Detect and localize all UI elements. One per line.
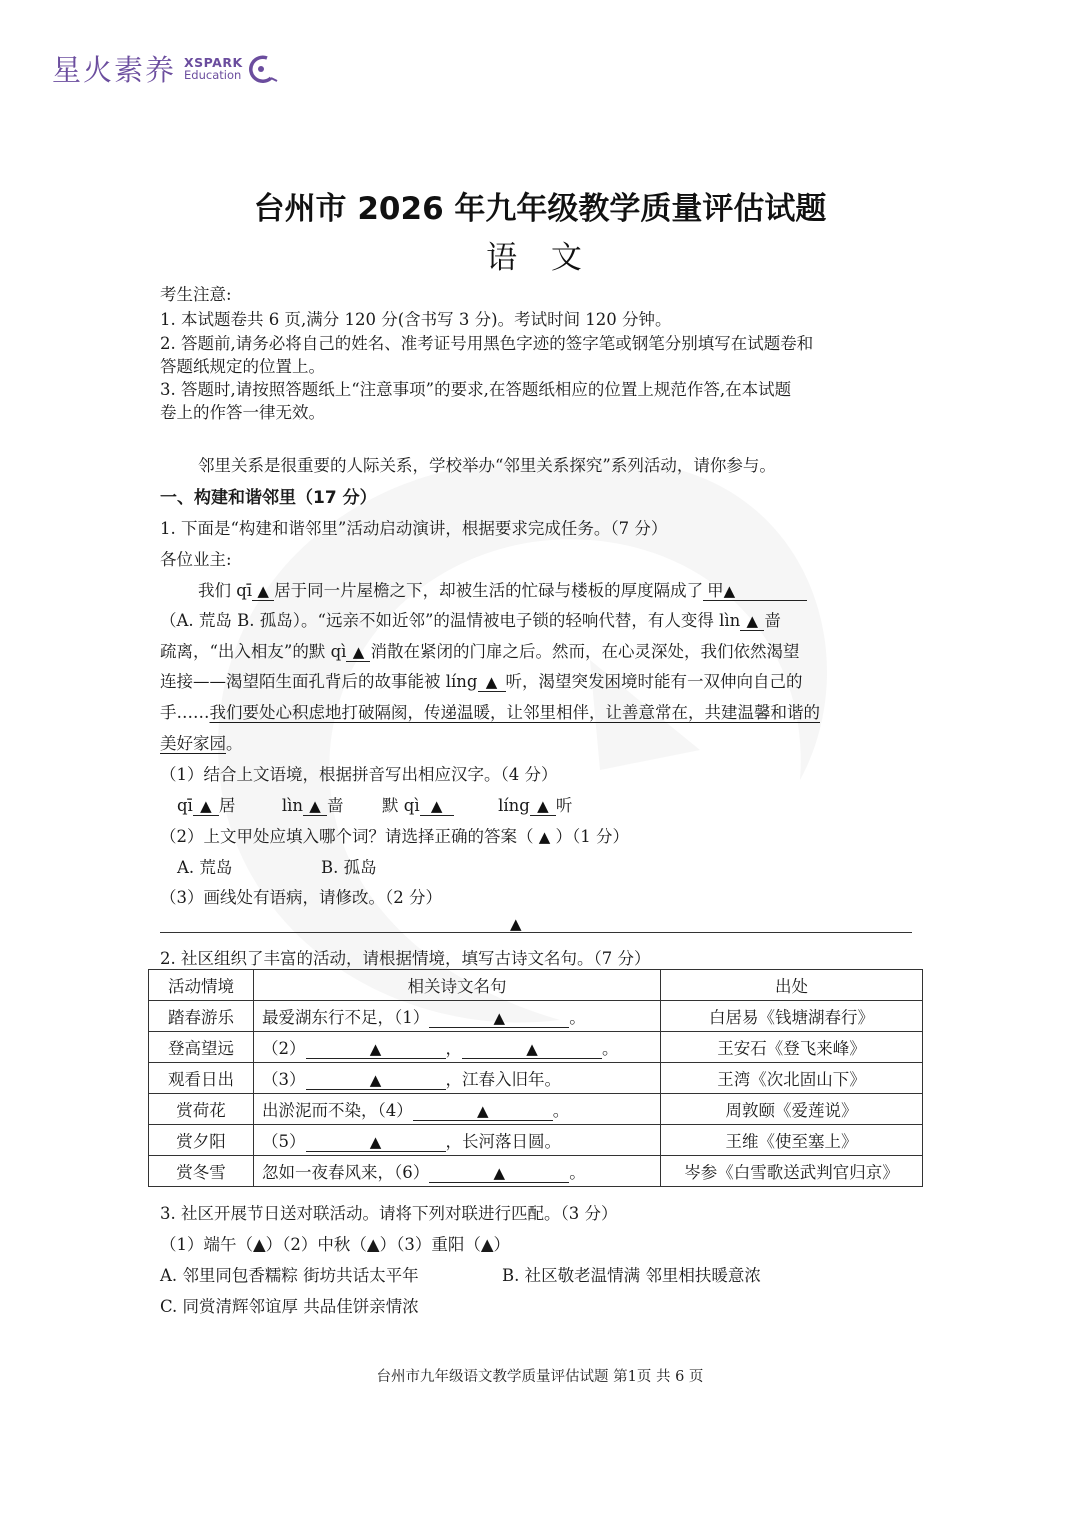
q3-stem: 3. 社区开展节日送对联活动。请将下列对联进行匹配。（3 分） bbox=[160, 1204, 618, 1223]
logo-cn: 星火素养 bbox=[52, 53, 177, 87]
q1-para-line-6: 美好家园。 bbox=[160, 734, 243, 753]
header-source: 出处 bbox=[661, 970, 923, 1001]
answer-line bbox=[160, 932, 912, 933]
table-row: 登高望远 （2） ▲ ， ▲ 。 王安石《登飞来峰》 bbox=[149, 1032, 923, 1063]
notice-heading: 考生注意: bbox=[160, 285, 232, 304]
underlined-sentence: 我们要处心积虑地打破隔阂，传递温暖，让邻里相伴，让善意常在，共建温馨和谐的 bbox=[209, 703, 820, 722]
table-header-row bbox=[149, 970, 923, 1001]
table-row: 赏荷花 出淤泥而不染，（4） ▲ 。 周敦颐《爱莲说》 bbox=[149, 1094, 923, 1125]
q1-option-b: B. 孤岛 bbox=[321, 858, 377, 877]
q1-para-line-4: 连接——渴望陌生面孔背后的故事能被 líng ▲ 听，渴望突发困境时能有一双伸向自己的 bbox=[160, 672, 803, 691]
q3-option-b: B. 社区敬老温情满 邻里相扶暖意浓 bbox=[502, 1266, 761, 1285]
page-footer: 台州市九年级语文教学质量评估试题 第1页 共 6 页 bbox=[376, 1369, 704, 1385]
q1-stem: 1. 下面是“构建和谐邻里”活动启动演讲，根据要求完成任务。（7 分） bbox=[160, 519, 668, 538]
q3-items: （1）端午（▲）（2）中秋（▲）（3）重阳（▲） bbox=[160, 1235, 511, 1254]
notice-line-3b: 卷上的作答一律无效。 bbox=[160, 403, 325, 422]
q1-para-line-3: 疏离，“出入相友”的默 qì ▲ 消散在紧闭的门扉之后。然而，在心灵深处，我们依然渴望 bbox=[160, 642, 800, 661]
notice-line-3a: 3. 答题时,请按照答题纸上“注意事项”的要求,在答题纸相应的位置上规范作答,在本试题 bbox=[160, 380, 792, 399]
logo-en-2: Education bbox=[184, 67, 242, 82]
q1-para-line-2: （A. 荒岛 B. 孤岛）。“远亲不如近邻”的温情被电子锁的轻响代替，有人变得 lìn ▲ 啬 bbox=[160, 611, 781, 630]
exam-subject: 语 文 bbox=[486, 240, 594, 276]
q1-option-a: A. 荒岛 bbox=[177, 858, 233, 877]
brand-logo bbox=[52, 48, 279, 89]
q2-stem: 2. 社区组织了丰富的活动，请根据情境，填写古诗文名句。（7 分） bbox=[160, 949, 651, 968]
poem-table bbox=[148, 969, 923, 1187]
notice-line-2a: 2. 答题前,请务必将自己的姓名、准考证号用黑色字迹的签字笔或钢笔分别填写在试题卷和 bbox=[160, 334, 814, 353]
blank-jia: 甲▲ bbox=[703, 582, 807, 601]
answer-mark: ▲ bbox=[257, 582, 269, 600]
q1-sub-2: （2）上文甲处应填入哪个词？请选择正确的答案（ ▲ ）（1 分） bbox=[160, 827, 630, 846]
header-scene: 活动情境 bbox=[149, 970, 254, 1001]
q1-para-line-5: 手……我们要处心积虑地打破隔阂，传递温暖，让邻里相伴，让善意常在，共建温馨和谐的 bbox=[160, 703, 820, 722]
q1-greeting: 各位业主: bbox=[160, 550, 232, 569]
table-row: 赏夕阳 （5） ▲ ，长河落日圆。 王维《使至塞上》 bbox=[149, 1125, 923, 1156]
spark-logo-icon bbox=[245, 54, 279, 84]
notice-line-2b: 答题纸规定的位置上。 bbox=[160, 357, 325, 376]
q3-option-a: A. 邻里同包香糯粽 街坊共话太平年 bbox=[160, 1266, 419, 1285]
q1-sub-1: （1）结合上文语境，根据拼音写出相应汉字。（4 分） bbox=[160, 765, 558, 784]
q1-sub-3: （3）画线处有语病，请修改。（2 分） bbox=[160, 888, 442, 907]
table-row: 踏春游乐 最爱湖东行不足，（1） ▲ 。 白居易《钱塘湖春行》 bbox=[149, 1001, 923, 1032]
q1-pinyin-row: qī ▲ 居 lìn ▲ 啬 默 qì ▲ líng ▲ 听 bbox=[177, 796, 573, 815]
q3-option-c: C. 同赏清辉邻谊厚 共品佳饼亲情浓 bbox=[160, 1297, 419, 1316]
table-row: 赏冬雪 忽如一夜春风来，（6） ▲ 。 岑参《白雪歌送武判官归京》 bbox=[149, 1156, 923, 1187]
q1-para-line-1: 我们 qī ▲ 居于同一片屋檐之下，却被生活的忙碌与楼板的厚度隔成了 甲▲ bbox=[198, 577, 807, 601]
header-poem: 相关诗文名句 bbox=[254, 970, 661, 1001]
logo-en-1: XSPARK bbox=[184, 54, 243, 70]
q1-answer-mark: ▲ bbox=[510, 915, 522, 933]
notice-line-1: 1. 本试题卷共 6 页,满分 120 分(含书写 3 分)。考试时间 120 分钟。 bbox=[160, 310, 672, 329]
exam-title: 台州市 2026 年九年级教学质量评估试题 bbox=[253, 191, 827, 227]
section-1-heading: 一、构建和谐邻里（17 分） bbox=[160, 488, 377, 508]
table-row: 观看日出 （3） ▲ ，江春入旧年。 王湾《次北固山下》 bbox=[149, 1063, 923, 1094]
intro-text: 邻里关系是很重要的人际关系，学校举办“邻里关系探究”系列活动，请你参与。 bbox=[198, 456, 776, 475]
